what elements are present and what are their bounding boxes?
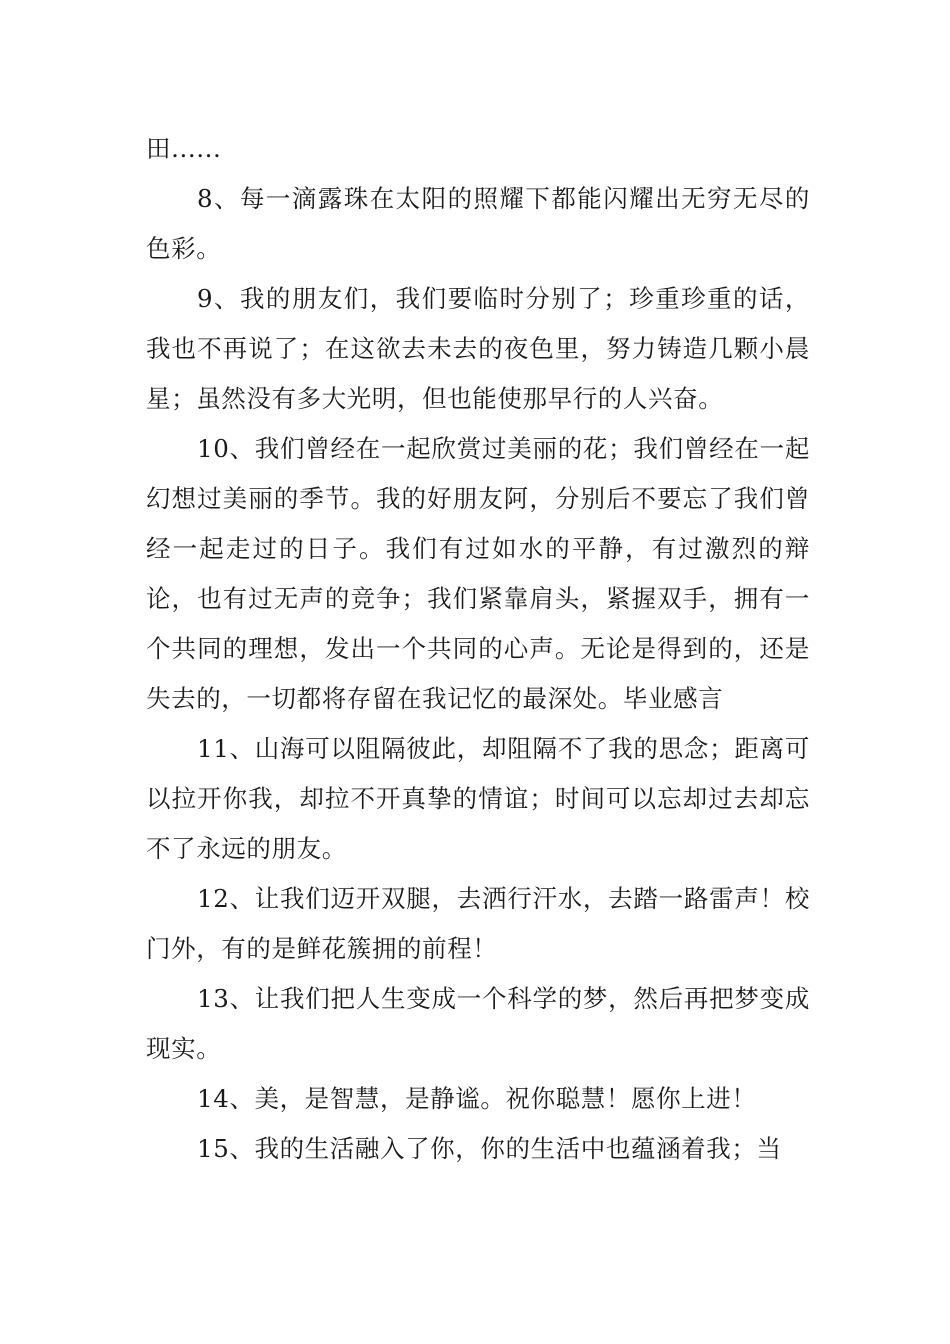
- paragraph-14: 14、美，是智慧，是静谧。祝你聪慧！愿你上进！: [197, 1084, 757, 1113]
- paragraph-continuation: 田......: [146, 134, 222, 163]
- paragraph-12: 12、让我们迈开双腿，去洒行汗水，去踏一路雷声！校门外，有的是鲜花簇拥的前程！: [146, 884, 810, 963]
- paragraph-11: 11、山海可以阻隔彼此，却阻隔不了我的思念；距离可以拉开你我，却拉不开真挚的情谊；时间可以忘却过去却忘不了永远的朋友。: [146, 734, 810, 863]
- paragraph-9: 9、我的朋友们，我们要临时分别了；珍重珍重的话，我也不再说了；在这欲去未去的夜色里，努力铸造几颗小晨星；虽然没有多大光明，但也能使那早行的人兴奋。: [146, 284, 810, 413]
- paragraph-15: 15、我的生活融入了你，你的生活中也蕴涵着我；当: [197, 1134, 782, 1163]
- document-body: [146, 124, 810, 1174]
- paragraph-8: 8、每一滴露珠在太阳的照耀下都能闪耀出无穷无尽的色彩。: [146, 184, 810, 263]
- paragraph-13: 13、让我们把人生变成一个科学的梦，然后再把梦变成现实。: [146, 984, 810, 1063]
- paragraph-10: 10、我们曾经在一起欣赏过美丽的花；我们曾经在一起幻想过美丽的季节。我的好朋友阿，分别后不要忘了我们曾经一起走过的日子。我们有过如水的平静，有过激烈的辩论，也有过无声的竞争；我们紧靠肩头，紧握双手，拥有一个共同的理想，发出一个共同的心声。无论是得到的，还是失去的，一切都将存留在我记忆的最深处。毕业感言: [146, 434, 810, 713]
